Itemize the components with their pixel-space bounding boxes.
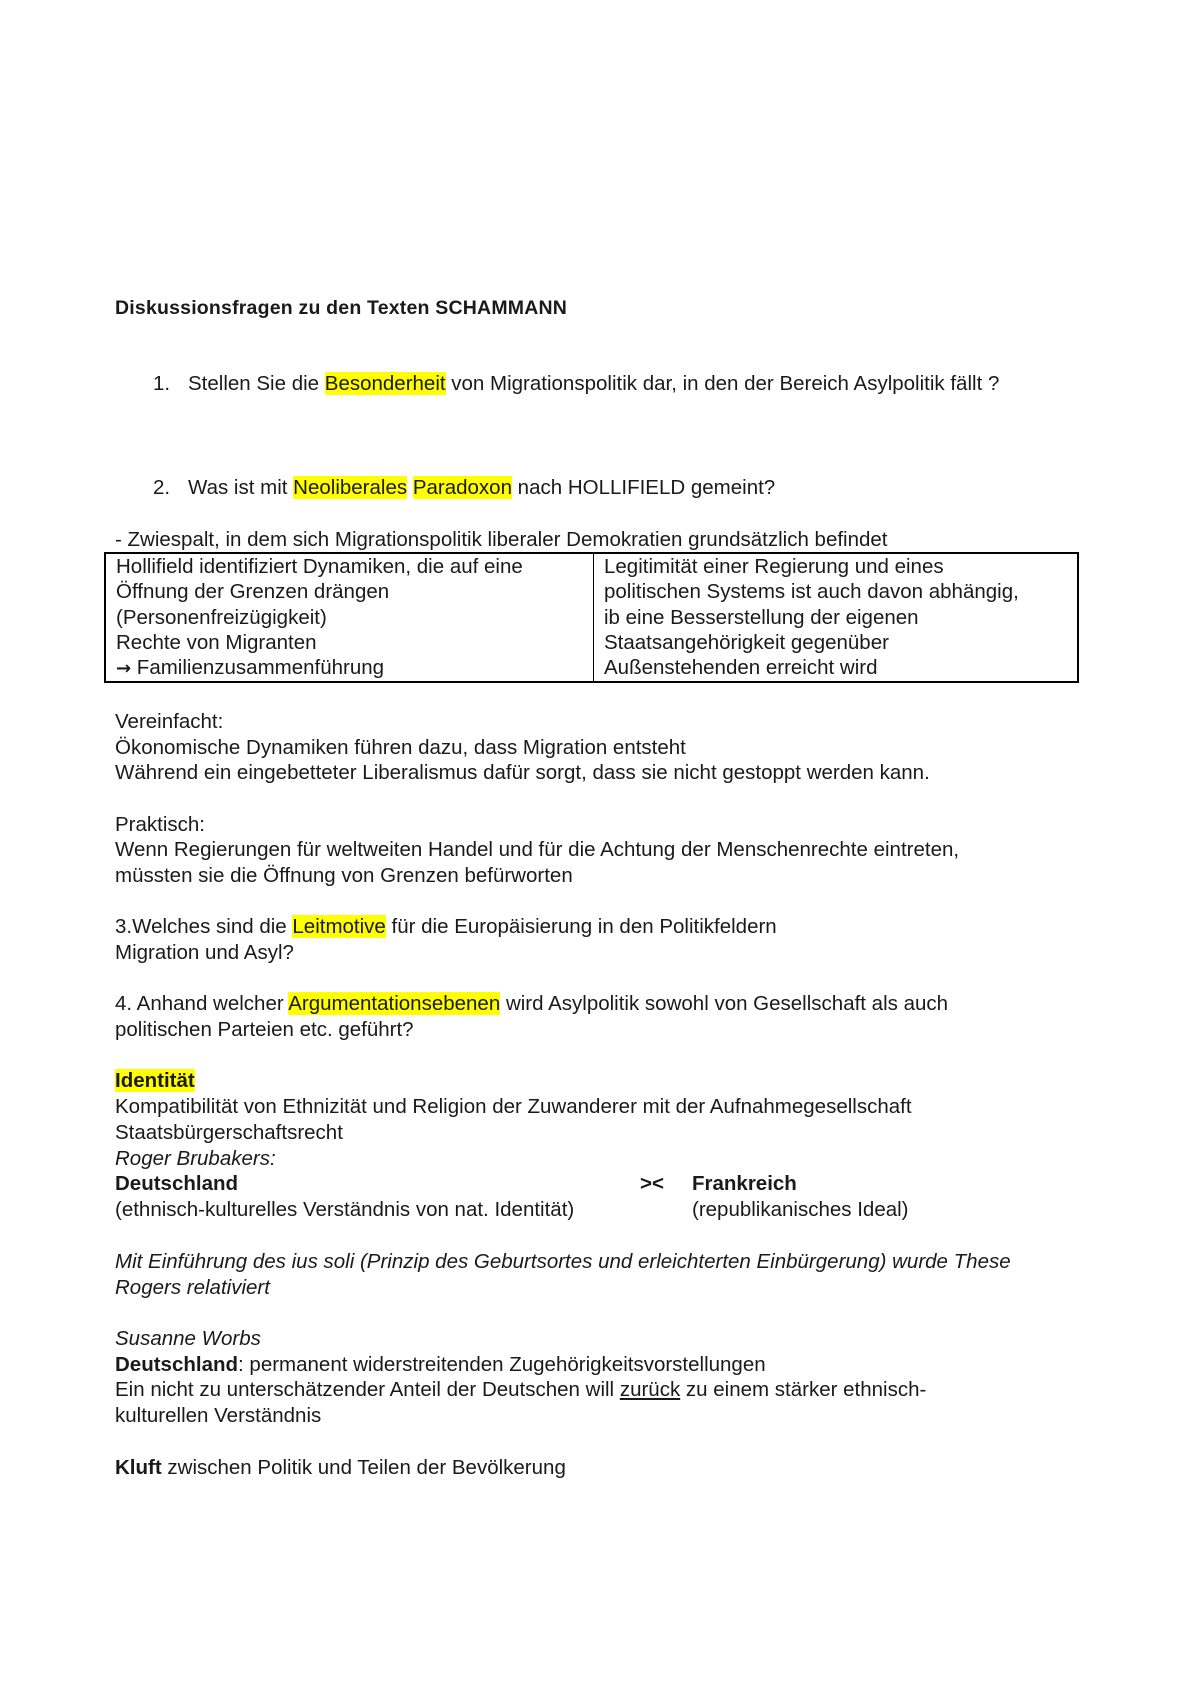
- highlight-identitaet: Identität: [115, 1069, 195, 1092]
- identity-heading: [115, 1068, 195, 1094]
- worbs-line-2-post: zu einem stärker ethnisch-: [680, 1378, 927, 1401]
- worbs-line-3: kulturellen Verständnis: [115, 1404, 322, 1427]
- table-left-line: Hollifield identifiziert Dynamiken, die auf eine: [116, 555, 523, 578]
- identity-italic-line-2: Rogers relativiert: [115, 1276, 270, 1299]
- question-3-line-2: Migration und Asyl?: [115, 941, 294, 964]
- question-4: [115, 991, 948, 1017]
- table-right-line: Außenstehenden erreicht wird: [604, 656, 878, 680]
- hollifield-table: [104, 552, 1079, 683]
- table-left-line: (Personenfreizügigkeit): [116, 605, 327, 629]
- simplified-heading: Vereinfacht:: [115, 710, 224, 733]
- identity-de-desc: (ethnisch-kulturelles Verständnis von nat. Identität): [115, 1198, 575, 1221]
- table-left-line: Öffnung der Grenzen drängen: [116, 580, 390, 604]
- simplified-line-2: Während ein eingebetteter Liberalismus dafür sorgt, dass sie nicht gestoppt werden kann.: [115, 761, 930, 784]
- table-left-line-arrow: [116, 655, 583, 681]
- table-left-cell: [105, 553, 594, 682]
- question-4-pre: 4. Anhand welcher: [115, 992, 289, 1015]
- identity-fr-label: Frankreich: [692, 1172, 797, 1195]
- highlight-paradoxon: Paradoxon: [412, 476, 512, 499]
- question-4-line-2: politischen Parteien etc. geführt?: [115, 1018, 414, 1041]
- question-2: [188, 475, 775, 501]
- simplified-line-1: Ökonomische Dynamiken führen dazu, dass Migration entsteht: [115, 736, 686, 759]
- question-3-post: für die Europäisierung in den Politikfeldern: [385, 915, 777, 938]
- table-right-line: ib eine Besserstellung der eigenen: [604, 605, 919, 629]
- highlight-argumentationsebenen: Argumentationsebenen: [288, 992, 501, 1015]
- right-arrow-icon: →: [116, 658, 132, 680]
- table-right-cell: [594, 553, 1079, 682]
- table-right-line: Legitimität einer Regierung und eines: [604, 555, 944, 578]
- question-2-number: 2.: [153, 476, 171, 499]
- identity-fr-desc: (republikanisches Ideal): [692, 1198, 909, 1221]
- worbs-de-label: Deutschland: [115, 1353, 239, 1376]
- identity-author: Roger Brubakers:: [115, 1147, 276, 1170]
- practical-heading: Praktisch:: [115, 813, 205, 836]
- question-2-space: [407, 476, 413, 499]
- identity-versus: ><: [640, 1172, 664, 1195]
- question-1-post: von Migrationspolitik dar, in den der Bereich Asylpolitik fällt ?: [445, 372, 1000, 395]
- table-left-line: Familienzusammenführung: [136, 656, 385, 680]
- table-left-line: Rechte von Migranten: [116, 630, 317, 654]
- practical-line-2: müssten sie die Öffnung von Grenzen befürworten: [115, 864, 573, 887]
- gap-bold: Kluft: [115, 1456, 162, 1479]
- table-right-line: politischen Systems ist auch davon abhängig,: [604, 580, 1019, 604]
- worbs-de-text: : permanent widerstreitenden Zugehörigkeitsvorstellungen: [238, 1353, 766, 1376]
- question-1: [188, 371, 999, 397]
- question-2-pre: Was ist mit: [188, 476, 294, 499]
- worbs-line-2: [115, 1377, 926, 1403]
- highlight-leitmotive: Leitmotive: [292, 915, 386, 938]
- identity-de-label: Deutschland: [115, 1172, 239, 1195]
- identity-italic-line-1: Mit Einführung des ius soli (Prinzip des Geburtsortes und erleichterten Einbürgerung) wurde These: [115, 1250, 1011, 1273]
- gap-rest: zwischen Politik und Teilen der Bevölkerung: [161, 1456, 566, 1479]
- highlight-neoliberales: Neoliberales: [293, 476, 408, 499]
- worbs-line-1: [115, 1352, 766, 1378]
- highlight-besonderheit: Besonderheit: [324, 372, 446, 395]
- worbs-line-2-underlined: zurück: [619, 1378, 681, 1401]
- gap-line: [115, 1455, 566, 1481]
- question-3: [115, 914, 777, 940]
- question-3-pre: 3.Welches sind die: [115, 915, 293, 938]
- question-4-post: wird Asylpolitik sowohl von Gesellschaft als auch: [500, 992, 949, 1015]
- document-title: Diskussionsfragen zu den Texten SCHAMMANN: [115, 297, 568, 319]
- table-right-line: Staatsangehörigkeit gegenüber: [604, 630, 889, 654]
- identity-line-2: Staatsbürgerschaftsrecht: [115, 1121, 343, 1144]
- question-1-pre: Stellen Sie die: [188, 372, 325, 395]
- question-2-answer: - Zwiespalt, in dem sich Migrationspolitik liberaler Demokratien grundsätzlich befindet: [115, 528, 888, 551]
- question-2-post: nach HOLLIFIELD gemeint?: [511, 476, 776, 499]
- worbs-author: Susanne Worbs: [115, 1327, 261, 1350]
- question-1-number: 1.: [153, 372, 171, 395]
- practical-line-1: Wenn Regierungen für weltweiten Handel und für die Achtung der Menschenrechte eintreten,: [115, 838, 960, 861]
- identity-line-1: Kompatibilität von Ethnizität und Religion der Zuwanderer mit der Aufnahmegesellschaft: [115, 1095, 912, 1118]
- worbs-line-2-pre: Ein nicht zu unterschätzender Anteil der Deutschen will: [115, 1378, 620, 1401]
